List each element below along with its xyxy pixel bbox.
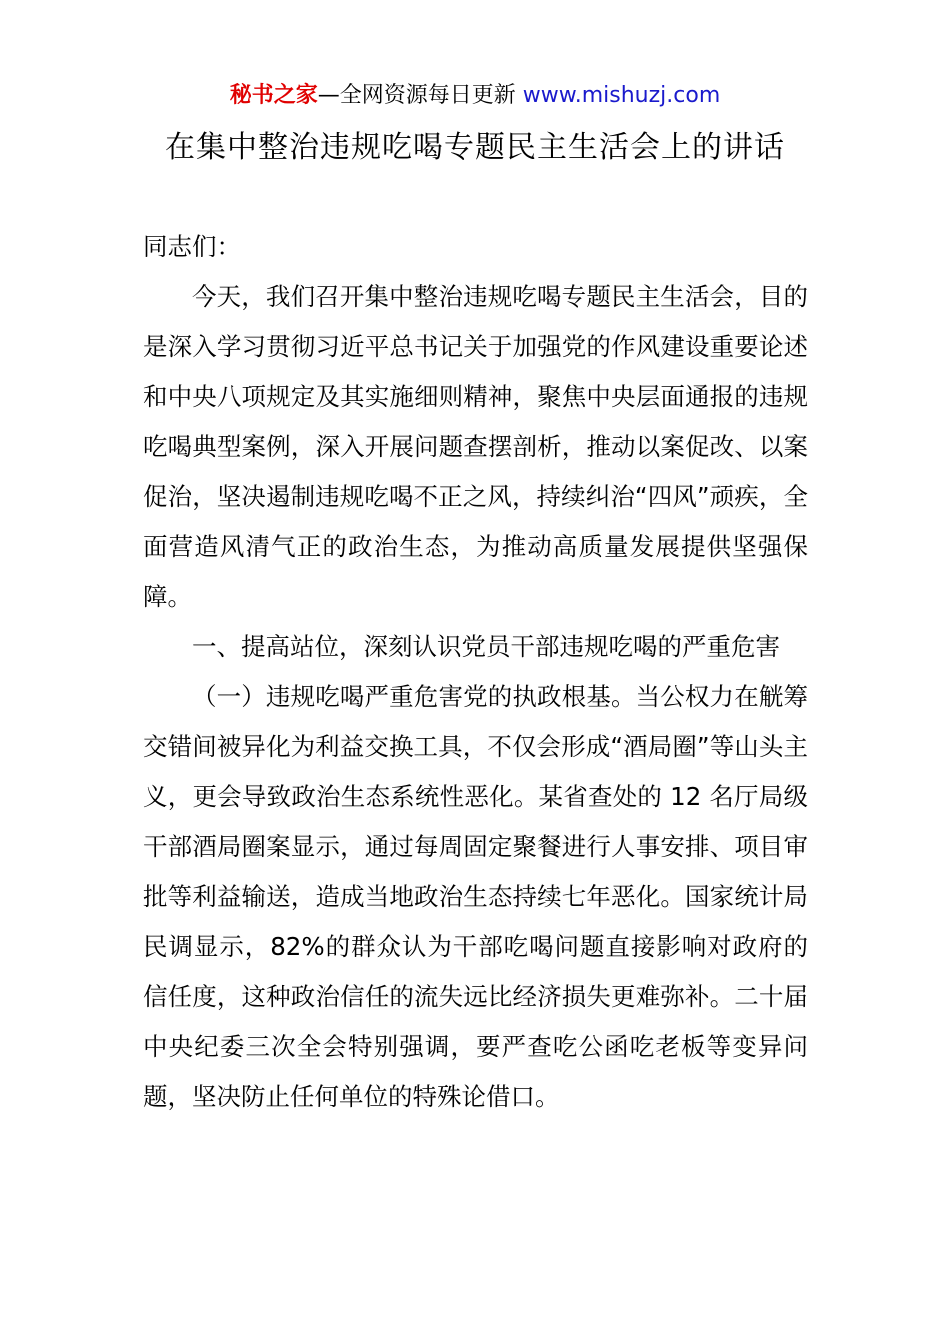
salutation: 同志们：	[143, 232, 241, 261]
intro-paragraph: 今天，我们召开集中整治违规吃喝专题民主生活会，目的是深入学习贯彻习近平总书记关于加强党的作风建设重要论述和中央八项规定及其实施细则精神，聚焦中央层面通报的违规吃喝典型案例，深入开展问题查摆剖析，推动以案促改、以案促治，坚决遏制违规吃喝不正之风，持续纠治“四风”顽疾，全面营造风清气正的政治生态，为推动高质量发展提供坚强保障。	[143, 282, 808, 611]
site-url-link[interactable]: www.mishuzj.com	[522, 83, 721, 108]
site-brand: 秘书之家	[229, 83, 318, 108]
site-header	[0, 80, 950, 112]
document-title: 在集中整治违规吃喝专题民主生活会上的讲话	[165, 130, 785, 165]
site-tagline: —全网资源每日更新	[317, 83, 516, 108]
subsection-paragraph: （一）违规吃喝严重危害党的执政根基。当公权力在觥筹交错间被异化为利益交换工具，不仅会形成“酒局圈”等山头主义，更会导致政治生态系统性恶化。某省查处的 12 名厅局级干部酒局圈案显示，通过每周固定聚餐进行人事安排、项目审批等利益输送，造成当地政治生态持续七年恶化。国家统计局民调显示，82%的群众认为干部吃喝问题直接影响对政府的信任度，这种政治信任的流失远比经济损失更难弥补。二十届中央纪委三次全会特别强调，要严查吃公函吃老板等变异问题，坚决防止任何单位的特殊论借口。	[143, 682, 808, 1111]
document-body	[143, 222, 808, 1122]
section-heading: 一、提高站位，深刻认识党员干部违规吃喝的严重危害	[192, 632, 780, 661]
